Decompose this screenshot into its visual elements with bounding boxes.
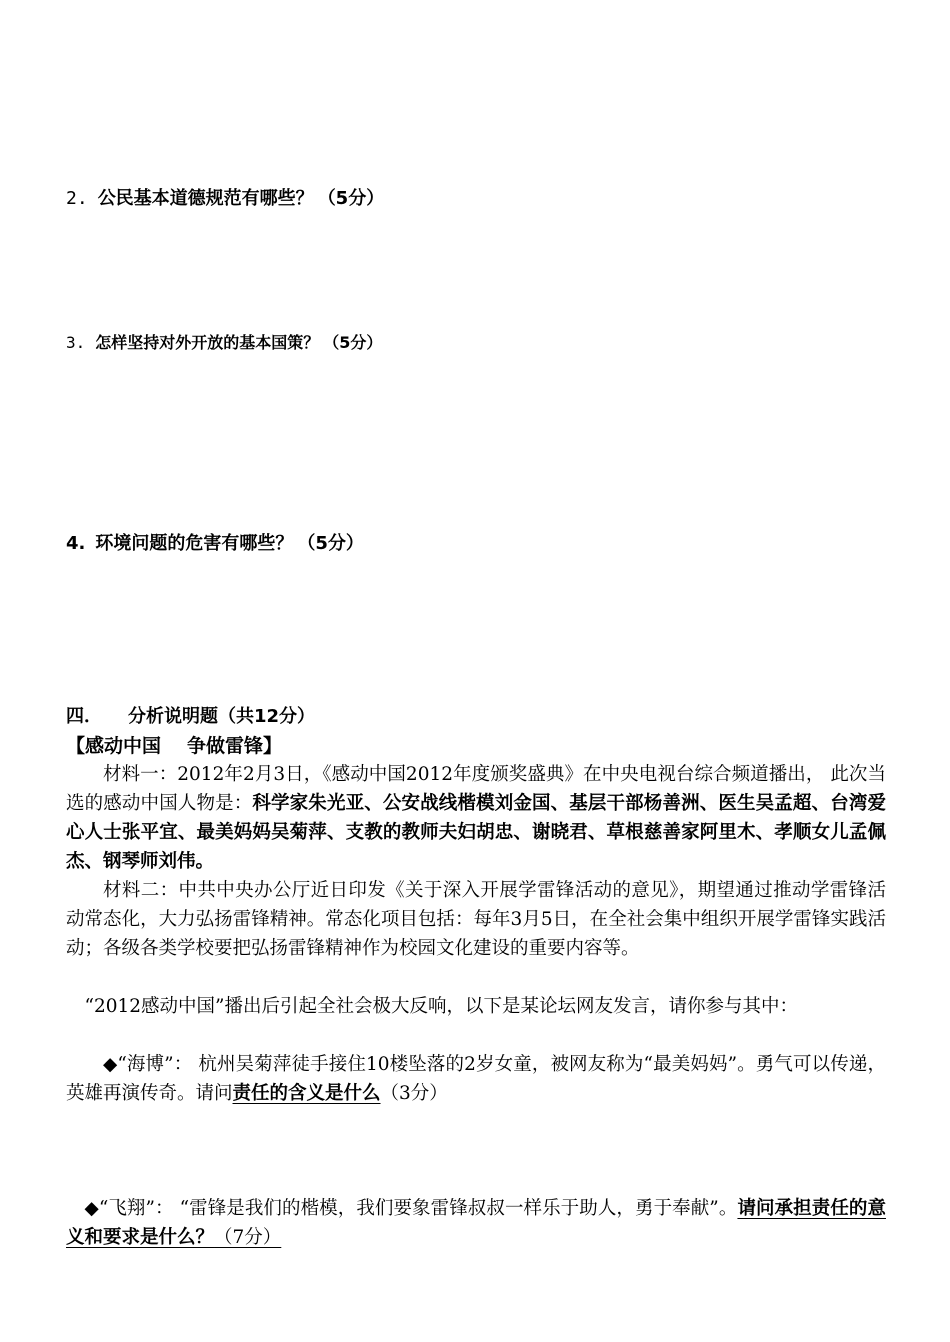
- forum-post-feixiang: [66, 1194, 886, 1252]
- question-points: （5分）: [317, 188, 385, 209]
- material-one-lead: 材料一：2012年2月3日，《感动中国2012年度颁奖盛典》在中央电视台综合频道播出， 此次当选的感动中国人物是：: [66, 764, 886, 814]
- post-user: “海博”：: [117, 1054, 193, 1075]
- question-number: 4.: [66, 533, 86, 554]
- post-points: （7分）: [214, 1227, 282, 1248]
- diamond-bullet-icon: ◆: [84, 1198, 99, 1219]
- material-two: [66, 876, 886, 963]
- section-number: 四．: [66, 706, 102, 727]
- post-question: 责任的含义是什么: [232, 1083, 381, 1104]
- question-points: （5分）: [297, 533, 364, 554]
- question-number: 3.: [66, 333, 86, 352]
- post-points: （3分）: [380, 1083, 448, 1104]
- question-2: [66, 187, 384, 211]
- question-points: （5分）: [323, 333, 383, 352]
- question-text: 环境问题的危害有哪些？: [95, 533, 294, 554]
- forum-post-haibo: [66, 1050, 886, 1108]
- question-number: 2.: [66, 188, 88, 209]
- post-text: 杭州吴菊萍徒手接住10楼坠落的2岁女童，被网友称为“最美妈妈”。勇气可以传递，英雄再演传奇。请问: [66, 1054, 886, 1104]
- section-title: 分析说明题（共12分）: [128, 706, 316, 727]
- theme-right: 争做雷锋】: [187, 735, 283, 757]
- question-4: [66, 532, 364, 556]
- question-text: 公民基本道德规范有哪些？: [97, 188, 314, 209]
- material-two-text: 材料二：中共中央办公厅近日印发《关于深入开展学雷锋活动的意见》，期望通过推动学雷锋活动常态化，大力弘扬雷锋精神。常态化项目包括：每年3月5日，在全社会集中组织开展学雷锋实践活动；各级各类学校要把弘扬雷锋精神作为校园文化建设的重要内容等。: [66, 880, 886, 959]
- question-text: 怎样坚持对外开放的基本国策？: [95, 333, 320, 352]
- post-user: “飞翔”：: [98, 1198, 174, 1219]
- material-one-people: 科学家朱光亚、公安战线楷模刘金国、基层干部杨善洲、医生吴孟超、台湾爱心人士张平宜、最美妈妈吴菊萍、支教的教师夫妇胡忠、谢晓君、草根慈善家阿里木、孝顺女儿孟佩杰、钢琴师刘伟。: [66, 793, 886, 872]
- section-heading: [66, 704, 315, 730]
- intro-text: “2012感动中国”播出后引起全社会极大反响，以下是某论坛网友发言，请你参与其中：: [84, 996, 798, 1017]
- post-text: “雷锋是我们的楷模，我们要象雷锋叔叔一样乐于助人，勇于奉献”。: [173, 1198, 738, 1219]
- question-3: [66, 331, 382, 355]
- material-one: [66, 760, 886, 876]
- theme-title: [66, 733, 282, 759]
- intro-paragraph: [66, 992, 886, 1021]
- theme-left: 【感动中国: [66, 735, 162, 757]
- diamond-bullet-icon: ◆: [103, 1054, 118, 1075]
- post-question: 请问承担责任的意义和要求是什么？: [66, 1198, 886, 1248]
